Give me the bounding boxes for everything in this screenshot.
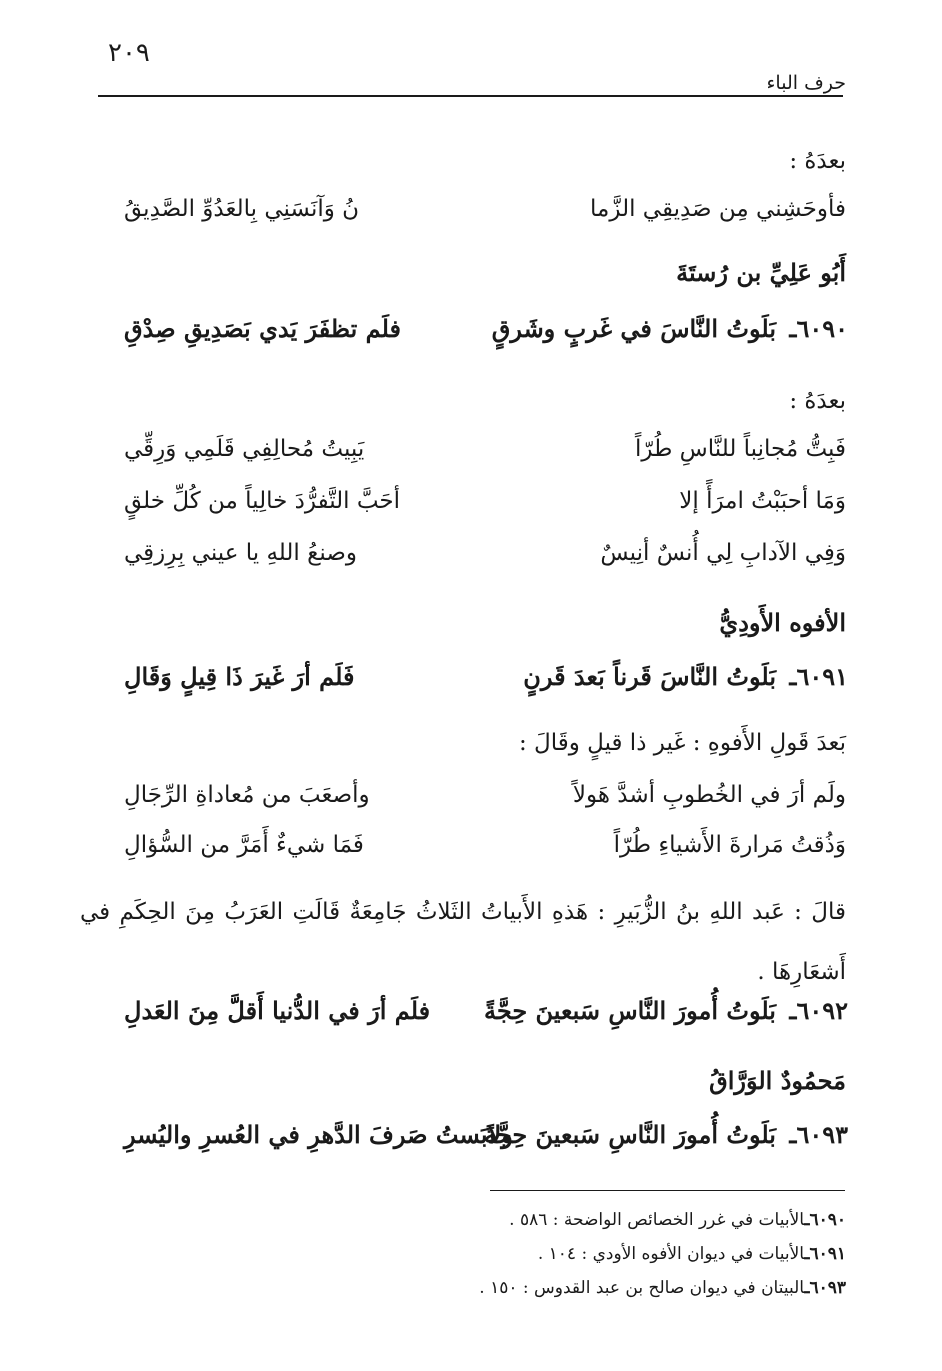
footnote-text: البيتان في ديوان صالح بن عبد القدوس : ١٥٠ . (479, 1278, 805, 1298)
verse-number: ٦٠٩٢ـ (789, 996, 848, 1025)
footnote (538, 1244, 846, 1264)
verse-6091 (0, 662, 942, 702)
verse-first-hemistich: ولَم أرَ في الخُطوبِ أشدَّ هَولاً (572, 782, 846, 808)
footnote-number: ٦٠٩٣ـ (804, 1278, 846, 1298)
verse-6092 (0, 996, 942, 1036)
verse-line (0, 782, 942, 822)
footnote-text: الأبيات في ديوان الأفوه الأودي : ١٠٤ . (537, 1244, 805, 1264)
verse-first-hemistich: بَلَوتُ أُمورَ النَّاسِ سَبعينَ حِجَّةً (483, 996, 776, 1025)
footnote-text: الأبيات في غرر الخصائص الواضحة : ٥٨٦ . (509, 1210, 805, 1230)
verse-second-hemistich: أحَبَّ التَّفرُّدَ خالِياً من كُلِّ خلقٍ (124, 488, 401, 514)
prose-paragraph: قالَ : عَبد اللهِ بنُ الزُّبَيرِ : هَذهِ الأَبياتُ الثَلاثُ جَامِعَةٌ قَالَتِ العَرَبُ مِنَ الحِكَمِ في أَشعَارِهَا . (80, 899, 846, 985)
footnote (509, 1210, 846, 1230)
verse-first-hemistich: فَبِتُّ مُجانِباً للنَّاسِ طُرّاً (634, 436, 846, 462)
verse-first-hemistich: فأوحَشِني مِن صَدِيقِي الزَّما (590, 196, 846, 222)
section-label: بعدَهُ : (789, 148, 846, 174)
verse-line (0, 436, 942, 476)
verse-second-hemistich: فَلَم أرَ غَيرَ ذَا قِيلٍ وَقَالِ (124, 662, 355, 691)
verse-first-hemistich: وَذُقتُ مَرارةَ الأَشياءِ طُرّاً (613, 832, 846, 858)
verse-second-hemistich: وصنعُ اللهِ يا عيني بِرِزقِي (124, 540, 357, 566)
verse-second-hemistich: ولابَستُ صَرفَ الدَّهرِ في العُسرِ واليُسرِ (124, 1120, 513, 1149)
running-head: حرف الباء (766, 72, 846, 94)
verse-line (0, 540, 942, 580)
verse-number: ٦٠٩١ـ (789, 662, 848, 691)
poet-name: الأفوه الأَودِيُّ (719, 608, 846, 637)
verse-first-hemistich: بَلَوتُ أُمورَ النَّاسِ سَبعينَ حِجَّةً (483, 1120, 776, 1149)
verse-number: ٦٠٩٣ـ (789, 1120, 848, 1149)
verse-line (0, 196, 942, 236)
verse-second-hemistich: فلَم تظفَرَ يَدي بَصَدِيقِ صِدْقِ (124, 314, 402, 343)
verse-line (0, 488, 942, 528)
footnote-number: ٦٠٩٠ـ (804, 1210, 846, 1230)
verse-first-hemistich: وَمَا أحبَبْتُ امرَأً إلا (679, 488, 846, 514)
verse-second-hemistich: وأصعَبَ من مُعاداةِ الرِّجَالِ (124, 782, 370, 808)
verse-first-hemistich: بَلَوتُ النَّاسَ في غَربٍ وشَرقٍ (491, 314, 776, 343)
verse-first-hemistich: وَفِي الآدابِ لِي أُنسٌ أنِيسٌ (600, 540, 846, 566)
verse-second-hemistich: نُ وَآنَسَنِي بِالعَدُوِّ الصَّدِيقُ (124, 196, 360, 222)
footnote-number: ٦٠٩١ـ (804, 1244, 846, 1264)
verse-second-hemistich: فلَم أرَ في الدُّنيا أَقلَّ مِنَ العَدلِ (124, 996, 431, 1025)
verse-line (0, 832, 942, 872)
verse-second-hemistich: يَبِيتُ مُحالِفِي قَلَمِي وَرِقِّي (124, 436, 365, 462)
verse-second-hemistich: فَمَا شيءٌ أَمَرَّ من السُّؤالِ (124, 832, 364, 858)
verse-first-hemistich: بَلَوتُ النَّاسَ قَرناً بَعدَ قَرنٍ (523, 662, 776, 691)
section-label: بَعدَ قَولِ الأَفوهِ : غَير ذا قيلٍ وقَالَ : (518, 730, 846, 756)
poet-name: أَبُو عَلِيِّ بن رُستَةَ (676, 258, 846, 287)
header-rule (98, 95, 843, 97)
page-number: ٢٠٩ (108, 38, 150, 68)
verse-number: ٦٠٩٠ـ (789, 314, 848, 343)
poet-name: مَحمُودٌ الوَرَّاقُ (709, 1066, 846, 1095)
verse-6093 (0, 1120, 942, 1160)
footnote-rule (490, 1190, 845, 1191)
section-label: بعدَهُ : (789, 388, 846, 414)
footnote (479, 1278, 846, 1298)
verse-6090 (0, 314, 942, 354)
